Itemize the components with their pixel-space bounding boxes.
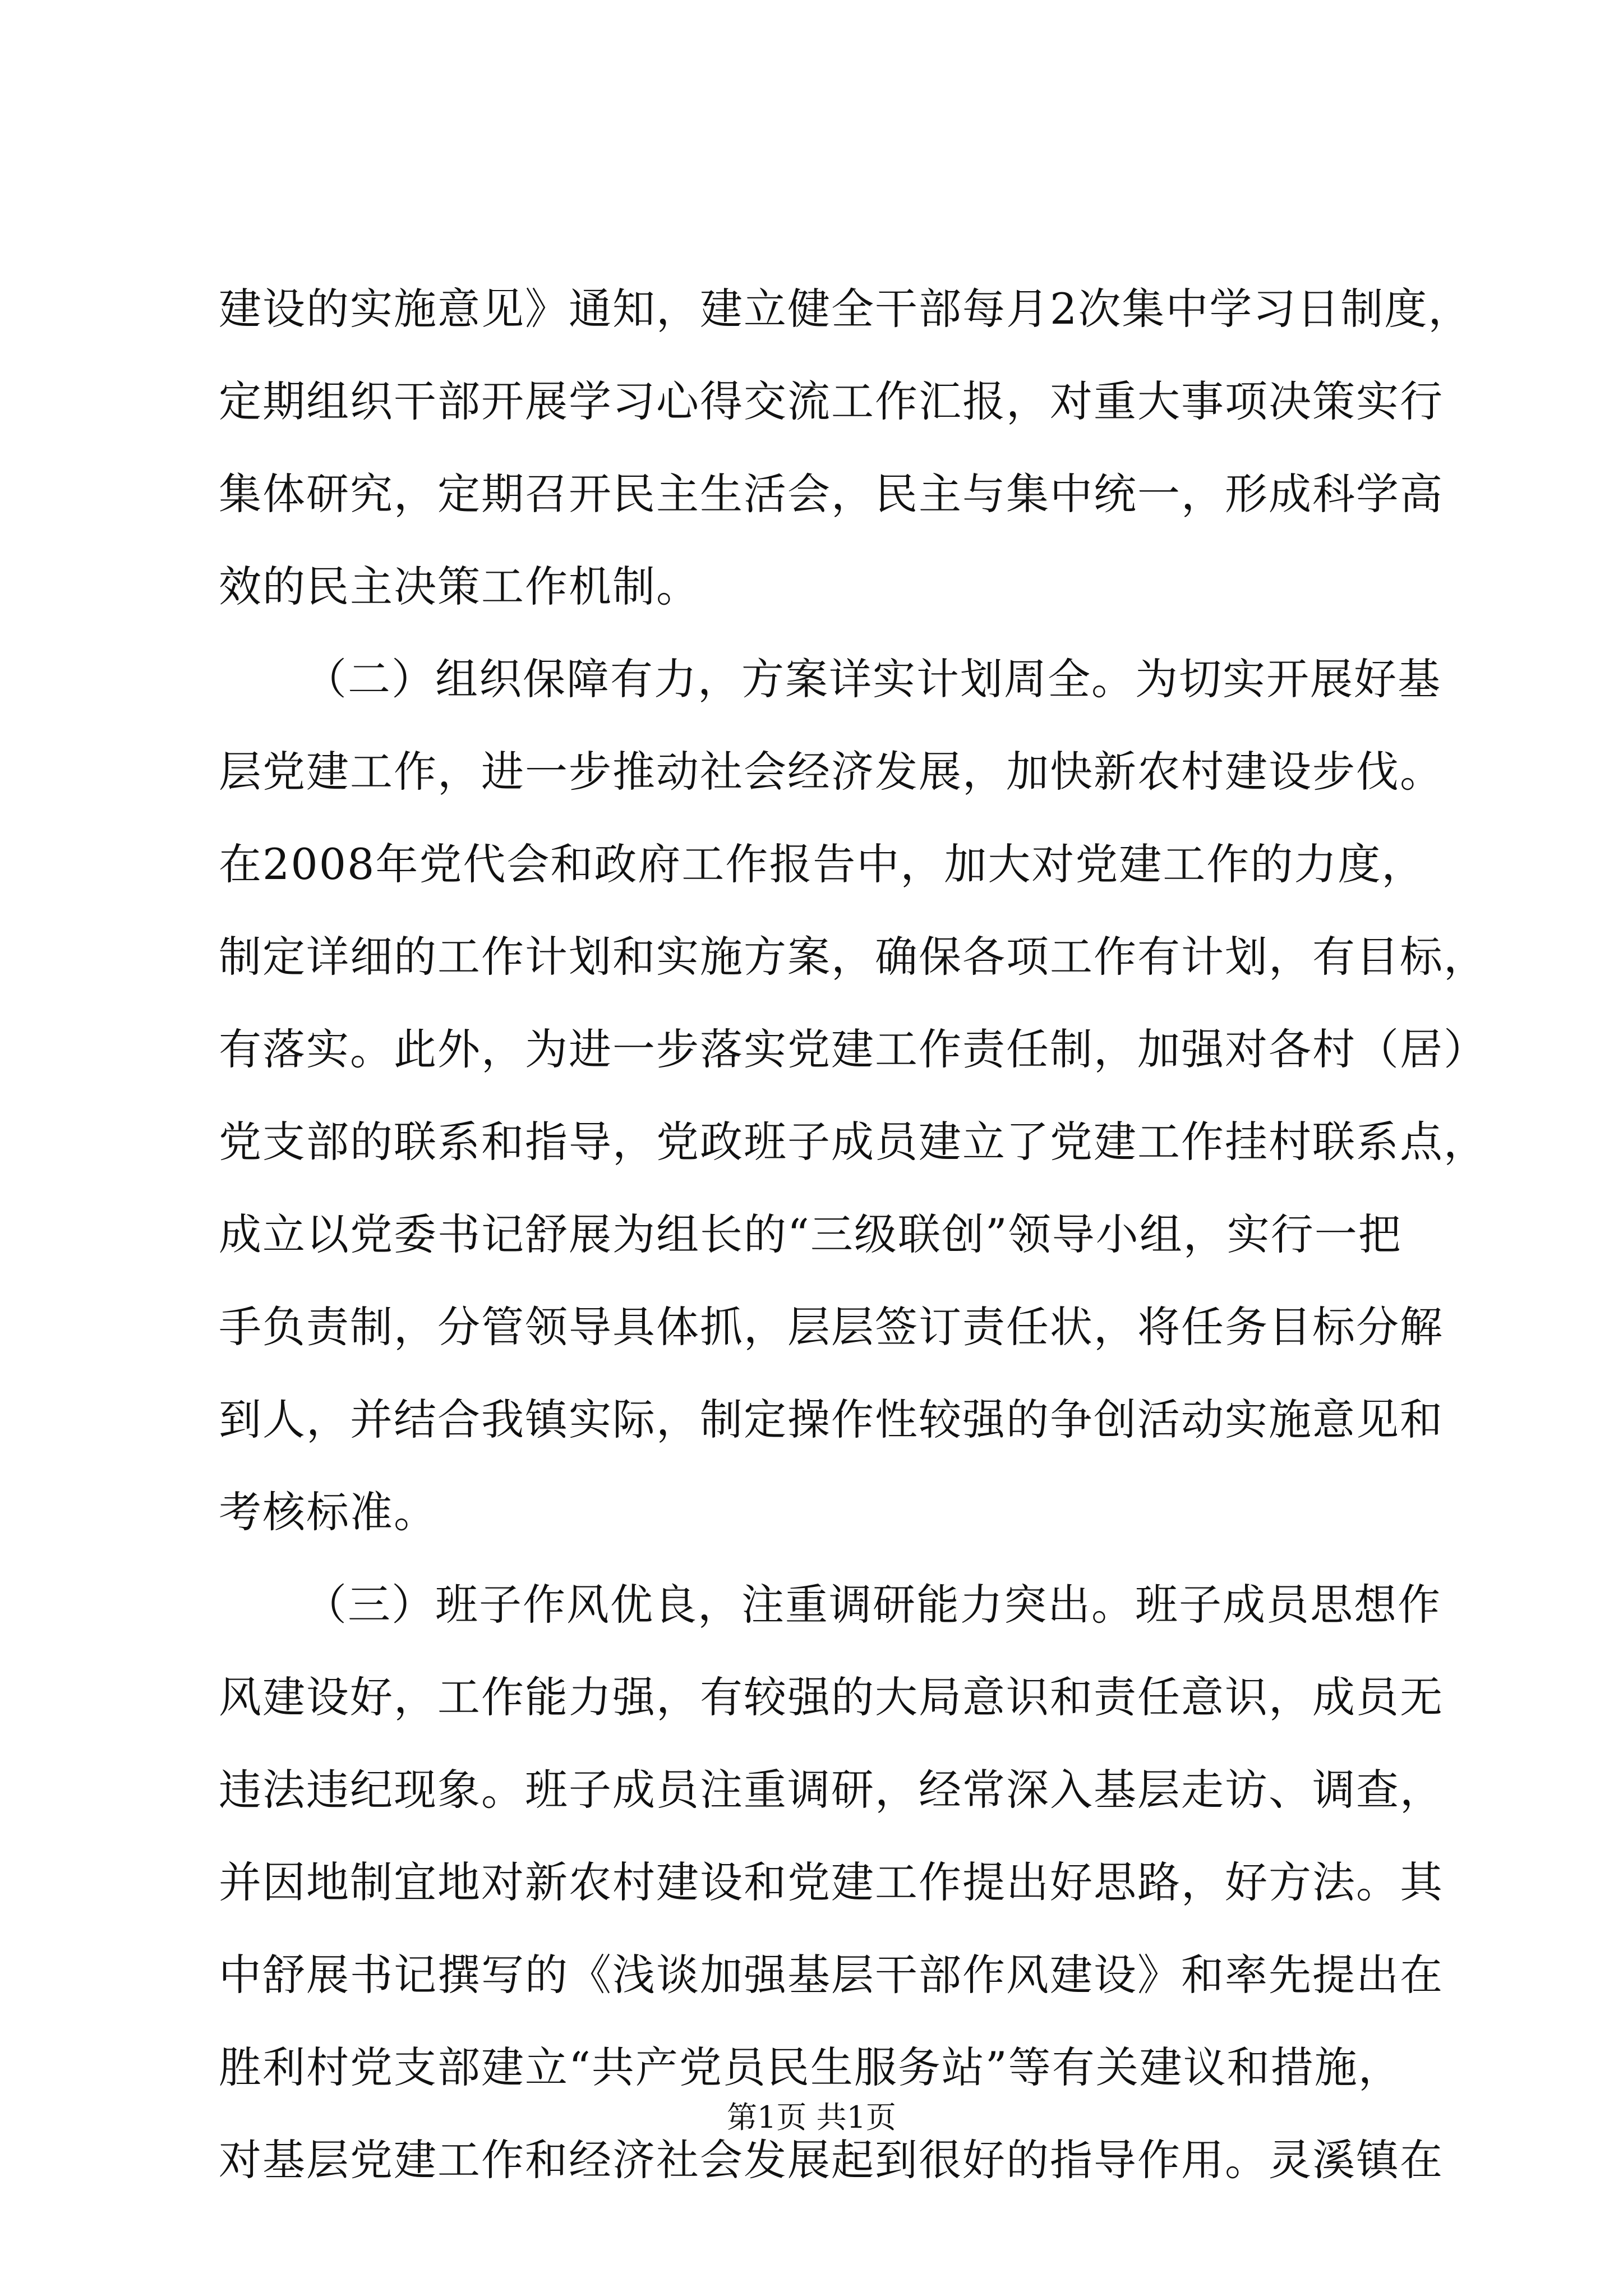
text-line: 党支部的联系和指导，党政班子成员建立了党建工作挂村联系点， — [219, 1117, 1487, 1167]
text-line: 建设的实施意见》通知，建立健全干部每月2次集中学习日制度， — [219, 284, 1472, 334]
text-line: 集体研究，定期召开民主生活会，民主与集中统一，形成科学高 — [219, 469, 1444, 519]
text-line: 手负责制，分管领导具体抓，层层签订责任状，将任务目标分解 — [219, 1302, 1444, 1352]
text-line: 有落实。此外，为进一步落实党建工作责任制，加强对各村（居） — [219, 1024, 1487, 1074]
text-line: 制定详细的工作计划和实施方案，确保各项工作有计划，有目标， — [219, 932, 1487, 982]
text-line: 并因地制宜地对新农村建设和党建工作提出好思路，好方法。其 — [219, 1857, 1444, 1907]
text-line: （二）组织保障有力，方案详实计划周全。为切实开展好基 — [304, 654, 1441, 704]
text-line: 考核标准。 — [219, 1487, 437, 1537]
paragraph-1 — [219, 263, 1472, 633]
text-line: （三）班子作风优良，注重调研能力突出。班子成员思想作 — [304, 1580, 1441, 1630]
paragraph-2 — [219, 633, 1487, 1558]
text-line: 层党建工作，进一步推动社会经济发展，加快新农村建设步伐。 — [219, 747, 1444, 797]
text-line: 胜利村党支部建立“共产党员民生服务站”等有关建议和措施， — [219, 2042, 1402, 2092]
text-line: 效的民主决策工作机制。 — [219, 562, 700, 611]
text-line: 成立以党委书记舒展为组长的“三级联创”领导小组，实行一把 — [219, 1209, 1402, 1259]
page-number-footer: 第1页 共1页 — [727, 2100, 896, 2135]
document-body — [219, 263, 1487, 2206]
text-line: 中舒展书记撰写的《浅谈加强基层干部作风建设》和率先提出在 — [219, 1950, 1444, 2000]
text-line: 对基层党建工作和经济社会发展起到很好的指导作用。灵溪镇在 — [219, 2135, 1444, 2185]
text-line: 在2008年党代会和政府工作报告中，加大对党建工作的力度， — [219, 839, 1426, 889]
text-line: 到人，并结合我镇实际，制定操作性较强的争创活动实施意见和 — [219, 1395, 1444, 1444]
text-line: 定期组织干部开展学习心得交流工作汇报，对重大事项决策实行 — [219, 376, 1444, 426]
text-line: 风建设好，工作能力强，有较强的大局意识和责任意识，成员无 — [219, 1672, 1444, 1722]
text-line: 违法违纪现象。班子成员注重调研，经常深入基层走访、调查， — [219, 1765, 1444, 1815]
